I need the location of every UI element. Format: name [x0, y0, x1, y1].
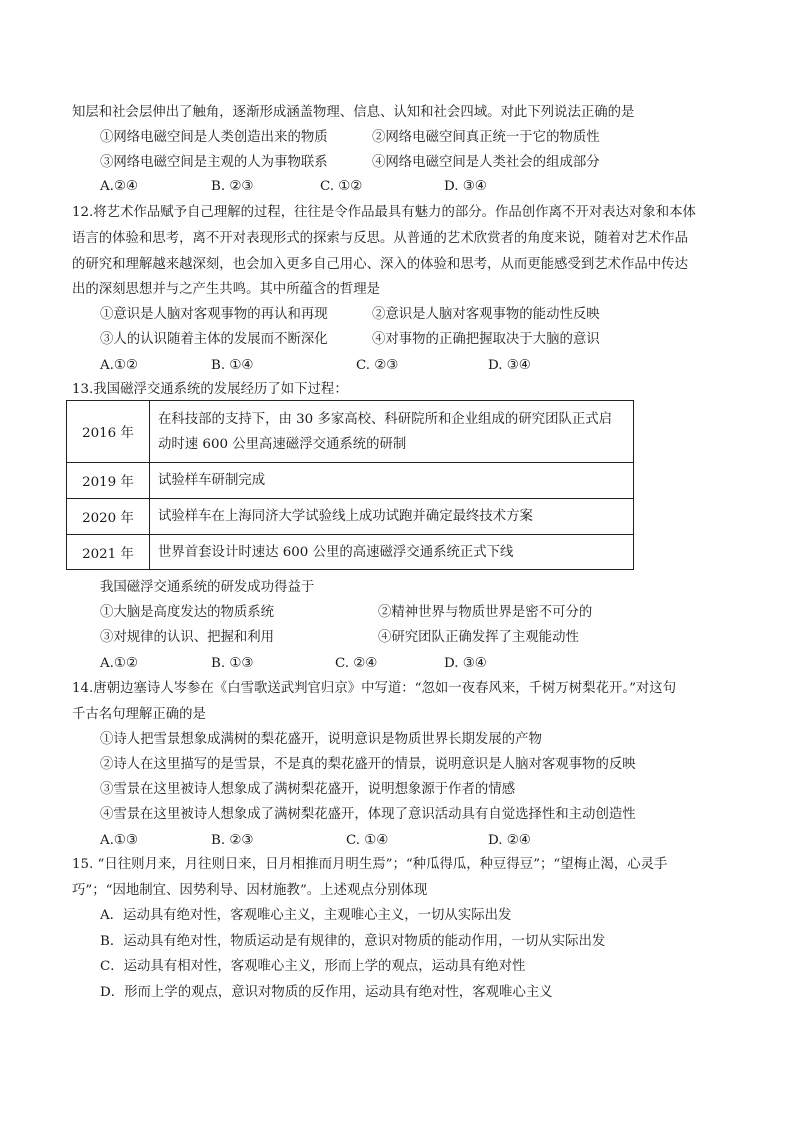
q11-statement-3: ③网络电磁空间是主观的人为事物联系 — [100, 155, 328, 170]
q15-stem-line-1: 15. “日往则月来，月往则日来，日月相推而月明生焉”；“种瓜得瓜，种豆得豆”；“望梅止渴，心灵手 — [72, 857, 668, 872]
q12-statement-3: ③人的认识随着主体的发展而不断深化 — [100, 332, 328, 347]
q13-choice-b: B. ①③ — [211, 656, 254, 671]
q12-statement-1: ①意识是人脑对客观事物的再认和再现 — [100, 307, 328, 322]
q11-choice-d: D. ③④ — [444, 179, 487, 194]
q11-statement-4: ④网络电磁空间是人类社会的组成部分 — [372, 155, 600, 170]
q12-stem-line-4: 出的深刻思想并与之产生共鸣。其中所蕴含的哲理是 — [72, 282, 380, 297]
timeline-event — [150, 401, 634, 463]
q12-stem-line-2: 语言的体验和思考，离不开对表现形式的探索与反思。从普通的艺术欣赏者的角度来说，随着对艺术作品 — [72, 231, 688, 246]
q14-statement-4: ④雪景在这里被诗人想象成了满树梨花盛开，体现了意识活动具有自觉选择性和主动创造性 — [100, 807, 636, 822]
q11-stem: 知层和社会层伸出了触角，逐渐形成涵盖物理、信息、认知和社会四域。对此下列说法正确的是 — [72, 105, 635, 120]
timeline-table — [66, 400, 634, 570]
q14-statement-2: ②诗人在这里描写的是雪景，不是真的梨花盛开的情景，说明意识是人脑对客观事物的反映 — [100, 757, 636, 772]
q12-stem-line-3: 的研究和理解越来越深刻，也会加入更多自己用心、深入的体验和思考，从而更能感受到艺术作品中传达 — [72, 257, 688, 272]
q11-choice-c: C. ①② — [320, 179, 363, 194]
timeline-year: 2016 年 — [67, 401, 150, 463]
q11-choice-a: A.②④ — [100, 179, 138, 194]
timeline-year: 2021 年 — [67, 535, 150, 570]
q13-statement-3: ③对规律的认识、把握和利用 — [100, 630, 275, 645]
q12-choice-d: D. ③④ — [488, 358, 531, 373]
q14-stem-line-1: 14.唐朝边塞诗人岑参在《白雪歌送武判官归京》中写道：“忽如一夜春风来，千树万树梨花开。”对这句 — [72, 681, 677, 696]
q14-choice-a: A.①③ — [100, 833, 138, 848]
q11-choice-b: B. ②③ — [211, 179, 254, 194]
q12-choice-b: B. ①④ — [211, 358, 254, 373]
table-row — [67, 535, 634, 570]
q12-statement-4: ④对事物的正确把握取决于大脑的意识 — [372, 332, 600, 347]
q15-choice-d: D．形而上学的观点，意识对物质的反作用，运动具有绝对性，客观唯心主义 — [100, 985, 553, 1000]
timeline-event: 世界首套设计时速达 600 公里的高速磁浮交通系统正式下线 — [150, 535, 634, 570]
q13-statement-2: ②精神世界与物质世界是密不可分的 — [378, 605, 593, 620]
q13-question: 我国磁浮交通系统的研发成功得益于 — [100, 580, 315, 595]
q13-statement-1: ①大脑是高度发达的物质系统 — [100, 605, 275, 620]
q14-stem-line-2: 千古名句理解正确的是 — [72, 707, 206, 722]
timeline-event-line: 动时速 600 公里高速磁浮交通系统的研制 — [158, 436, 407, 452]
q13-statement-4: ④研究团队正确发挥了主观能动性 — [378, 630, 579, 645]
q13-choice-a: A.①② — [100, 656, 138, 671]
q12-stem-line-1: 12.将艺术作品赋予自己理解的过程，往往是令作品最具有魅力的部分。作品创作离不开对表达对象和本体 — [72, 205, 696, 220]
q14-choice-b: B. ②③ — [211, 833, 254, 848]
q12-choice-c: C. ②③ — [356, 358, 399, 373]
timeline-year: 2020 年 — [67, 499, 150, 535]
q14-choice-c: C. ①④ — [346, 833, 389, 848]
q14-statement-1: ①诗人把雪景想象成满树的梨花盛开，说明意识是物质世界长期发展的产物 — [100, 732, 542, 747]
q13-choice-c: C. ②④ — [335, 656, 378, 671]
q14-choice-d: D. ②④ — [488, 833, 531, 848]
q11-statement-1: ①网络电磁空间是人类创造出来的物质 — [100, 130, 328, 145]
table-row — [67, 499, 634, 535]
q12-choice-a: A.①② — [100, 358, 138, 373]
q15-choice-c: C．运动具有相对性，客观唯心主义，形而上学的观点，运动具有绝对性 — [100, 959, 526, 974]
timeline-event: 试验样车研制完成 — [150, 463, 634, 499]
q15-choice-b: B．运动具有绝对性，物质运动是有规律的，意识对物质的能动作用，一切从实际出发 — [100, 934, 606, 949]
timeline-event-line: 在科技部的支持下，由 30 多家高校、科研院所和企业组成的研究团队正式启 — [158, 411, 613, 427]
table-row — [67, 463, 634, 499]
q11-statement-2: ②网络电磁空间真正统一于它的物质性 — [372, 130, 600, 145]
q15-choice-a: A．运动具有绝对性，客观唯心主义，主观唯心主义，一切从实际出发 — [100, 908, 512, 923]
q12-statement-2: ②意识是人脑对客观事物的能动性反映 — [372, 307, 600, 322]
table-row — [67, 401, 634, 463]
q13-choice-d: D. ③④ — [444, 656, 487, 671]
q13-stem: 13.我国磁浮交通系统的发展经历了如下过程： — [72, 382, 348, 397]
timeline-event: 试验样车在上海同济大学试验线上成功试跑并确定最终技术方案 — [150, 499, 634, 535]
q14-statement-3: ③雪景在这里被诗人想象成了满树梨花盛开，说明想象源于作者的情感 — [100, 782, 516, 797]
timeline-year: 2019 年 — [67, 463, 150, 499]
q15-stem-line-2: 巧”；“因地制宜、因势利导、因材施教”。上述观点分别体现 — [72, 883, 428, 898]
